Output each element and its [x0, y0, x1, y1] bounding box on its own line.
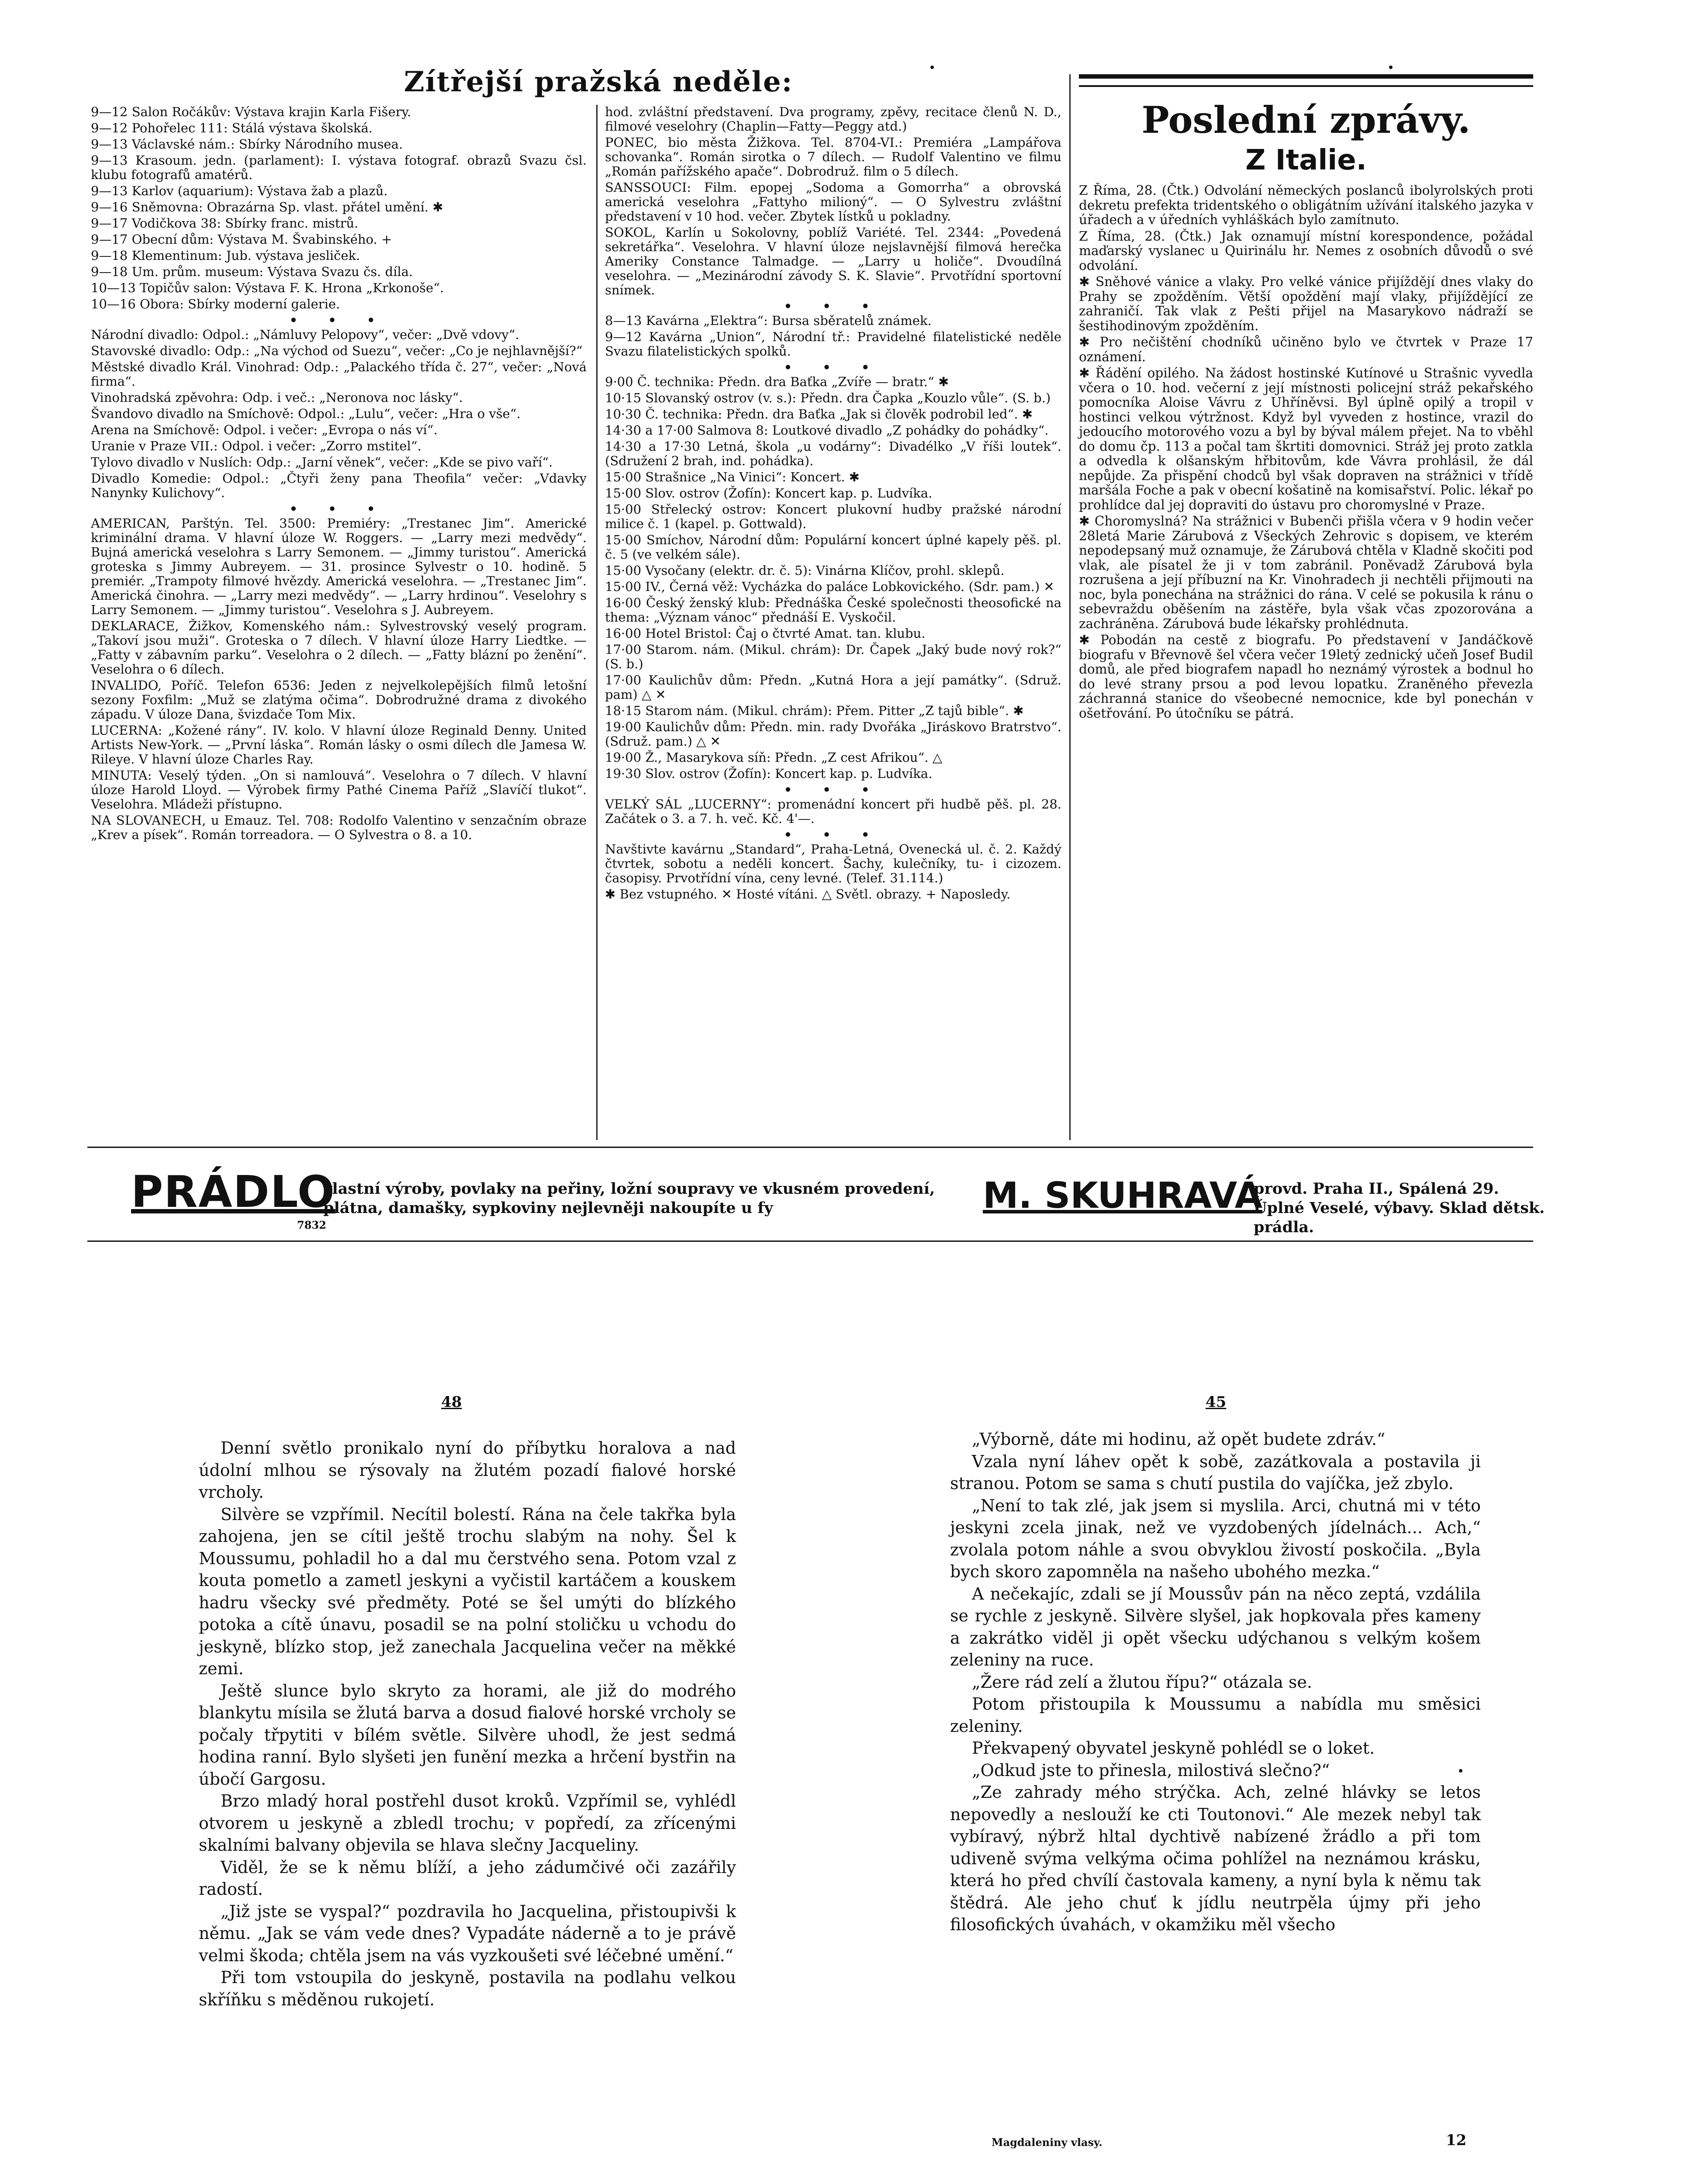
news-top-rule	[1079, 74, 1533, 79]
listing-entry: 16·00 Český ženský klub: Přednáška České společnosti theosofické na thema: „Význam vánoc“ přednáší E. Vyskočil.	[605, 595, 1061, 625]
book-paragraph: „Ze zahrady mého strýčka. Ach, zelné hlávky se letos nepovedly a neslouží ke cti Toutonovi.“ Ale mezek nebyl tak vybíravý, nýbrž hltal dychtivě nabízené žrádlo a při tom udiveně svýma velkýma očima pohlížel na neznámou krásku, která ho před chvílí častovala kameny, a nyní byla k němu tak štědrá. Ale jeho chuť k jídlu neutrpěla újmy při jeho filosofických úvahách, v okamžiku měl všecho	[950, 1783, 1481, 1934]
right-page-number: 45	[1206, 1393, 1227, 1411]
listing-entry: 17·00 Kaulichův dům: Předn. „Kutná Hora a její památky“. (Sdruž. pam) △ ✕	[605, 673, 1061, 702]
book-paragraph: „Žere rád zelí a žlutou řípu?“ otázala se.	[972, 1672, 1312, 1692]
listing-entry: Tylovo divadlo v Nuslích: Odp.: „Jarní věnek“, večer: „Kde se pivo vaří“.	[91, 455, 553, 470]
book-paragraph: Denní světlo pronikalo nyní do příbytku horalova a nad údolní mlhou se rýsovaly na žlutém pozadí fialové horské vrcholy.	[199, 1438, 736, 1502]
listing-entry: SANSSOUCI: Film. epopej „Sodoma a Gomorrha“ a obrovská americká veselohra „Fattyho milioný“. — O Sylvestru zvláštní představení v 10 hod. večer. Zbytek lístků u pokladny.	[605, 180, 1061, 224]
book-paragraph: Brzo mladý horal postřehl dusot kroků. Vzpřímil se, vyhlédl otvorem u jeskyně a zbledl trochu; v popředí, za zřícenými skalními balvany objevila se hlava slečny Jacqueliny.	[199, 1791, 736, 1855]
listing-entry: Národní divadlo: Odpol.: „Námluvy Pelopovy“, večer: „Dvě vdovy“.	[91, 327, 519, 342]
listing-entry: 10·30 Č. technika: Předn. dra Baťka „Jak si člověk podrobil led“. ✱	[605, 407, 1033, 422]
listing-entry: DEKLARACE, Žižkov, Komenského nám.: Sylvestrovský veselý program. „Takoví jsou muži“. Groteska o 7 dílech. V hlavní úloze Harry Liedtke. — „Fatty v zábavním parku“. Veselohra o 2 dílech. — „Fatty blázní po ženění“. Veselohra o 6 dílech.	[91, 619, 587, 677]
book-left-page	[199, 1437, 736, 2011]
book-footer-title: Magdaleniny vlasy.	[992, 2136, 1102, 2149]
listing-entry: VELKÝ SÁL „LUCERNY“: promenádní koncert při hudbě pěš. pl. 28. Začátek o 3. a 7. h. več. Kč. 4'—.	[605, 797, 1061, 826]
listing-entry: ✱ Bez vstupného. ✕ Hosté vítáni. △ Světl. obrazy. + Naposledy.	[605, 887, 1011, 902]
listings-column-2	[605, 105, 1061, 903]
listing-entry: 17·00 Starom. nám. (Mikul. chrám): Dr. Čapek „Jaký bude nový rok?“ (S. b.)	[605, 642, 1061, 671]
listing-entry: Arena na Smíchově: Odpol. i večer: „Evropa o nás ví“.	[91, 422, 438, 437]
ad-top-rule	[87, 1147, 1533, 1148]
news-item: ✱ Sněhové vánice a vlaky. Pro velké vánice přijíždějí dnes vlaky do Prahy se zpožděním. Větší opoždění mají vlaky, přijíždějící ze zahraničí. Tak vlak z Pešti přijel na Masarykovo nádraží se šestihodinovým zpožděním.	[1079, 274, 1533, 333]
listing-entry: • • •	[289, 501, 388, 516]
listing-entry: LUCERNA: „Kožené rány“. IV. kolo. V hlavní úloze Reginald Denny. United Artists New-York. — „První láska“. Román lásky o osmi dílech dle Jamesa W. Rileye. V hlavní úloze Charles Ray.	[91, 723, 587, 767]
listing-entry: NA SLOVANECH, u Emauz. Tel. 708: Rodolfo Valentino v senzačním obraze „Krev a písek“. Román torreadora. — O Sylvestra o 8. a 10.	[91, 813, 587, 842]
news-item: Z Říma, 28. (Čtk.) Odvolání německých poslanců ibolyrolských proti dekretu prefekta tridentského o obligátním užívání italského jazyka v úřadech a v úředních vyhláškách bylo zamítnuto.	[1079, 183, 1533, 227]
listing-entry: • • •	[784, 299, 883, 314]
book-right-page	[950, 1428, 1481, 1936]
listing-entry: 9—18 Klementinum: Jub. výstava jesliček.	[91, 248, 360, 263]
listing-entry: 15·00 Střelecký ostrov: Koncert plukovní hudby pražské národní milice č. 1 (kapel. p. Gottwald).	[605, 502, 1061, 531]
listing-entry: Uranie v Praze VII.: Odpol. i večer: „Zorro mstitel“.	[91, 439, 422, 453]
listing-entry: PONEC, bio města Žižkova. Tel. 8704-VI.: Premiéra „Lampářova schovanka“. Román sirotka o 7 dílech. — Rudolf Valentino ve filmu „Román pařížského apače“. Dobrodruž. film o 5 dílech.	[605, 135, 1061, 179]
book-footer-number: 12	[1446, 2132, 1467, 2149]
book-paragraph: Viděl, že se k němu blíží, a jeho zádumčivé oči zazářily radostí.	[199, 1857, 736, 1899]
scan-speck	[1459, 1769, 1462, 1773]
book-paragraph: „Odkud jste to přinesla, milostivá slečno?“	[972, 1760, 1330, 1780]
listing-entry: Stavovské divadlo: Odp.: „Na východ od Suezu“, večer: „Co je nejhlavnější?“	[91, 343, 583, 358]
listing-entry: Vinohradská zpěvohra: Odp. i več.: „Neronova noc lásky“.	[91, 390, 463, 405]
book-paragraph: „Již jste se vyspal?“ pozdravila ho Jacquelina, přistoupivši k němu. „Jak se vám vede dnes? Vypadáte náderně a to je právě velmi škoda; chtěla jsem na vás vyzkoušeti své léčebné umění.“	[199, 1901, 736, 1965]
listing-entry: AMERICAN, Parštýn. Tel. 3500: Premiéry: „Trestanec Jim“. Americké kriminální drama. V hlavní úloze W. Roggers. — „Larry mezi medvědy“. Bujná americká veselohra s Larry Semonem. — „Jimmy turistou“. Americká groteska s Jimmy Aubreyem. — 31. prosince Sylvestr o 10. hodině. 5 premiér. „Trampoty filmové hvězdy. Americká veselohra. — „Trestanec Jim“. Americká činohra. — „Larry mezi medvědy“. — „Larry hrdinou“. Veselohry s Larry Semonem. — „Jimmy turistou“. Veselohra s J. Aubreyem.	[91, 516, 587, 617]
listing-entry: 9·00 Č. technika: Předn. dra Baťka „Zvíře — bratr.“ ✱	[605, 374, 949, 389]
news-item: ✱ Řádění opilého. Na žádost hostinské Kutínové u Strašnic vyvedla včera o 10. hod. večerní z její místnosti policejní stráž pekařského pomocníka Aloise Vávru z Uhříněvsi. Byl úplně opilý a tropil v hostinci velkou výtržnost. Když byl vyveden z hostince, vrazil do jedoucího motorového vozu a byl by býval málem přejet. Na to vběhl do domu čp. 113 a počal tam škrtiti domovnici. Stráž jej proto zatkla a odvedla k olšanským hřbitovům, kde Vávra prohlásil, že dál nepůjde. Za přispění chodců byl však dopraven na strážnici v třídě maršála Foche a pak v obecní košatině na komisařství. Polic. lékař po prohlídce dal jej dopraviti do ústavu pro choromyslné v Praze.	[1079, 366, 1533, 512]
ad-text: vlastní výroby, povlaky na peřiny, ložní soupravy ve vkusném provedení, plátna, damašky, sypkoviny nejlevněji nakoupíte u fy	[323, 1180, 935, 1217]
news-column	[1079, 183, 1533, 722]
listing-entry: 16·00 Hotel Bristol: Čaj o čtvrté Amat. tan. klubu.	[605, 626, 926, 641]
listing-entry: INVALIDO, Poříč. Telefon 6536: Jeden z nejvelkolepějších filmů letošní sezony Foxfilm: „Muž se zlatýma očima“. Dobrodružné drama z divokého západu. V úloze Dana, švizdače Tom Mix.	[91, 678, 587, 722]
listing-entry: 15·00 Smíchov, Národní dům: Populární koncert úplné kapely pěš. pl. č. 5 (ve velkém sále).	[605, 532, 1061, 562]
listing-entry: 8—13 Kavárna „Elektra“: Bursa sběratelů známek.	[605, 313, 932, 328]
listing-entry: 14·30 a 17·00 Salmova 8: Loutkové divadlo „Z pohádky do pohádky“.	[605, 423, 1049, 438]
listing-entry: Navštivte kavárnu „Standard“, Praha-Letná, Ovenecká ul. č. 2. Každý čtvrtek, sobotu a neděli koncert. Šachy, kulečníky, tu- i cizozem. časopisy. Prvotřídní vína, ceny levné. (Telef. 31.114.)	[605, 842, 1061, 885]
listing-entry: 10—16 Obora: Sbírky moderní galerie.	[91, 297, 340, 311]
listing-entry: 15·00 Slov. ostrov (Žofín): Koncert kap. p. Ludvíka.	[605, 486, 933, 501]
book-paragraph: Při tom vstoupila do jeskyně, postavila na podlahu velkou skříňku s měděnou rukojetí.	[199, 1968, 736, 2009]
listing-entry: 10—13 Topičův salon: Výstava F. K. Hrona „Krkonoše“.	[91, 280, 444, 295]
news-subtitle: Z Italie.	[1245, 144, 1367, 176]
column-divider	[1069, 74, 1071, 1140]
listing-entry: 9—13 Krasoum. jedn. (parlament): I. výstava fotograf. obrazů Svazu čsl. klubu fotografů amatérů.	[91, 153, 587, 182]
listing-entry: 10·15 Slovanský ostrov (v. s.): Předn. dra Čapka „Kouzlo vůle“. (S. b.)	[605, 390, 1051, 405]
ad-bottom-rule	[87, 1241, 1533, 1242]
news-top-rule-thin	[1079, 85, 1533, 87]
listing-entry: 14·30 a 17·30 Letná, škola „u vodárny“: Divadélko „V říši loutek“. (Sdružení 2 brah, ind. pohádka).	[605, 439, 1061, 468]
book-paragraph: „Není to tak zlé, jak jsem si myslila. Arci, chutná mi v této jeskyni zcela jinak, než ve vyzdobených jídelnách... Ach,“ zvolala potom náhle a svou obvyklou živostí poskočila. „Byla bych skoro zapomněla na našeho ubohého mezka.“	[950, 1496, 1481, 1581]
listing-entry: Městské divadlo Král. Vinohrad: Odp.: „Palackého třída č. 27“, večer: „Nová firma“.	[91, 359, 587, 389]
listing-entry: 9—18 Um. prům. museum: Výstava Svazu čs. díla.	[91, 264, 413, 279]
listing-entry: 15·00 Vysočany (elektr. dr. č. 5): Vinárna Klíčov, prohl. sklepů.	[605, 563, 1005, 578]
news-title: Poslední zprávy.	[1141, 98, 1471, 142]
listing-entry: 15·00 IV., Černá věž: Vycházka do paláce Lobkovického. (Sdr. pam.) ✕	[605, 579, 1054, 594]
listing-entry: hod. zvláštní představení. Dva programy, zpěvy, recitace členů N. D., filmové veselohry (Chaplin—Fatty—Peggy atd.)	[605, 104, 1061, 134]
news-item: Z Říma, 28. (Čtk.) Jak oznamují místní korespondence, požádal maďarský vyslanec u Quirinálu hr. Nemes z osobních důvodů o své odvolání.	[1079, 228, 1533, 273]
news-item: ✱ Pobodán na cestě z biografu. Po představení v Jandáčkově biografu v Břevnově šel včera večer 19letý zednický učeň Josef Budil domů, ale před biografem napadl ho neznámý výrostek a bodnul ho do levé strany prsou a pod levou lopatku. Zraněného převezla záchranná stanice do všeobecné nemocnice, kde byl ponechán v ošetřování. Po útočníku se pátrá.	[1079, 632, 1533, 721]
listing-entry: 19·30 Slov. ostrov (Žofín): Koncert kap. p. Ludvíka.	[605, 766, 933, 781]
listing-entry: 9—12 Salon Ročákův: Výstava krajin Karla Fišery.	[91, 104, 411, 119]
scan-speck	[1389, 66, 1393, 69]
listing-entry: 19·00 Ž., Masarykova síň: Předn. „Z cest Afrikou“. △	[605, 750, 943, 765]
listing-entry: 9—13 Václavské nám.: Sbírky Národního musea.	[91, 137, 403, 152]
ad-logo: PRÁDLO	[131, 1166, 335, 1217]
listing-entry: 9—13 Karlov (aquarium): Výstava žab a plazů.	[91, 183, 388, 198]
page-heading: Zítřejší pražská neděle:	[404, 66, 793, 98]
book-paragraph: Silvère se vzpřímil. Necítil bolestí. Rána na čele takřka byla zahojena, jen se cítil ještě trochu slabým na nohy. Šel k Moussumu, pohladil ho a dal mu čerstvého sena. Potom vzal z kouta pometlo a zametl jeskyni a vyčistil kartáčem a kouskem hadru všecky své předměty. Poté se šel umýti do blízkého potoka a cítě únavu, posadil se na polní stoličku u vchodu do jeskyně, blízko stop, jež zanechala Jacquelina večer na měkké zemi.	[199, 1504, 736, 1678]
column-divider	[596, 105, 598, 1140]
listing-entry: 9—17 Obecní dům: Výstava M. Švabinského. +	[91, 232, 392, 247]
book-paragraph: Překvapený obyvatel jeskyně pohlédl se o loket.	[972, 1738, 1375, 1758]
listing-entry: 9—17 Vodičkova 38: Sbírky franc. mistrů.	[91, 216, 359, 231]
listing-entry: • • •	[784, 827, 883, 842]
scan-speck	[930, 66, 934, 69]
listing-entry: 9—12 Kavárna „Union“, Národní tř.: Pravidelné filatelistické neděle Svazu filatelistických spolků.	[605, 329, 1061, 359]
news-item: ✱ Pro nečištění chodníků učiněno bylo ve čtvrtek v Praze 17 oznámení.	[1079, 335, 1533, 364]
listing-entry: 9—16 Sněmovna: Obrazárna Sp. vlast. přátel umění. ✱	[91, 200, 443, 214]
listing-entry: 18·15 Starom nám. (Mikul. chrám): Přem. Pitter „Z tajů bible“. ✱	[605, 703, 1024, 718]
ad-brand: M. SKUHRAVÁ	[983, 1175, 1263, 1216]
listing-entry: MINUTA: Veselý týden. „On si namlouvá“. Veselohra o 7 dílech. V hlavní úloze Harold Lloyd. — Výrobek firmy Pathé Cinema Paříž „Slavíčí tlukot“. Veselohra. Mládeži přístupno.	[91, 768, 587, 812]
ad-address: provd. Praha II., Spálená 29. Úplné Veselé, výbavy. Sklad dětsk. prádla.	[1254, 1180, 1545, 1236]
listing-entry: SOKOL, Karlín u Sokolovny, poblíž Variété. Tel. 2344: „Povedená sekretářka“. Veselohra. V hlavní úloze nejslavnější filmová herečka Ameriky Constance Talmadge. — „Larry u holiče“. Dvoudílná veselohra. — „Mezinárodní závody S. K. Slavie“. Prvotřídní sportovní snímek.	[605, 225, 1061, 297]
listing-entry: 9—12 Pohořelec 111: Stálá výstava školská.	[91, 121, 373, 135]
listing-entry: 15·00 Strašnice „Na Vinici“: Koncert. ✱	[605, 470, 860, 484]
book-paragraph: Vzala nyní láhev opět k sobě, zazátkovala a postavila ji stranou. Potom se sama s chutí pustila do vajíčka, jež zbylo.	[950, 1451, 1481, 1493]
listing-entry: • • •	[289, 313, 388, 328]
book-paragraph: Potom přistoupila k Moussumu a nabídla mu směsici zeleniny.	[950, 1694, 1481, 1736]
listings-column-1	[91, 105, 587, 844]
news-item: ✱ Choromyslná? Na strážnici v Bubenči přišla včera v 9 hodin večer 28letá Marie Zárubová z Všeckých Zehrovic s dopisem, ve kterém nepodepsaný muž oznamuje, že Zárubová chtěla v Kladně skočiti pod vlak, ale písatel že ji v tom zabránil. Poněvadž Zárubová byla rozrušena a její příbuzní na Kr. Vinohradech ji nechtěli přijmouti na noc, byla ponechána na strážnici do rána. V celé se pokusila k ránu o sebevraždu oběšením na zástěře, byla však včas zpozorována a zachráněna. Zárubová bude lékařsky prohlédnuta.	[1079, 514, 1533, 631]
left-page-number: 48	[441, 1393, 462, 1411]
ad-phone: 7832	[297, 1219, 326, 1231]
listing-entry: • • •	[784, 360, 883, 375]
book-paragraph: Ještě slunce bylo skryto za horami, ale již do modrého blankytu mísila se žlutá barva a dosud fialové horské vrcholy se počaly třpytiti v bílém světle. Silvère uhodl, že jest sedmá hodina ranní. Bylo slyšeti jen funění mezka a hrčení bystřin na úbočí Gargosu.	[199, 1681, 736, 1789]
book-paragraph: „Výborně, dáte mi hodinu, až opět budete zdráv.“	[972, 1430, 1386, 1449]
listing-entry: Švandovo divadlo na Smíchově: Odpol.: „Lulu“, večer: „Hra o vše“.	[91, 406, 521, 421]
book-paragraph: A nečekajíc, zdali se jí Moussův pán na něco zeptá, vzdálila se rychle z jeskyně. Silvère slyšel, jak hopkovala přes kameny a zakrátko viděl ji opět všecku udýchanou s velkým košem zeleniny na ruce.	[950, 1584, 1481, 1669]
listing-entry: Divadlo Komedie: Odpol.: „Čtyři ženy pana Theofila“ večer: „Vdavky Nanynky Kulichovy“.	[91, 471, 587, 500]
listing-entry: • • •	[784, 782, 883, 797]
listing-entry: 19·00 Kaulichův dům: Předn. min. rady Dvořáka „Jiráskovo Bratrstvo“. (Sdruž. pam.) △ ✕	[605, 719, 1061, 749]
